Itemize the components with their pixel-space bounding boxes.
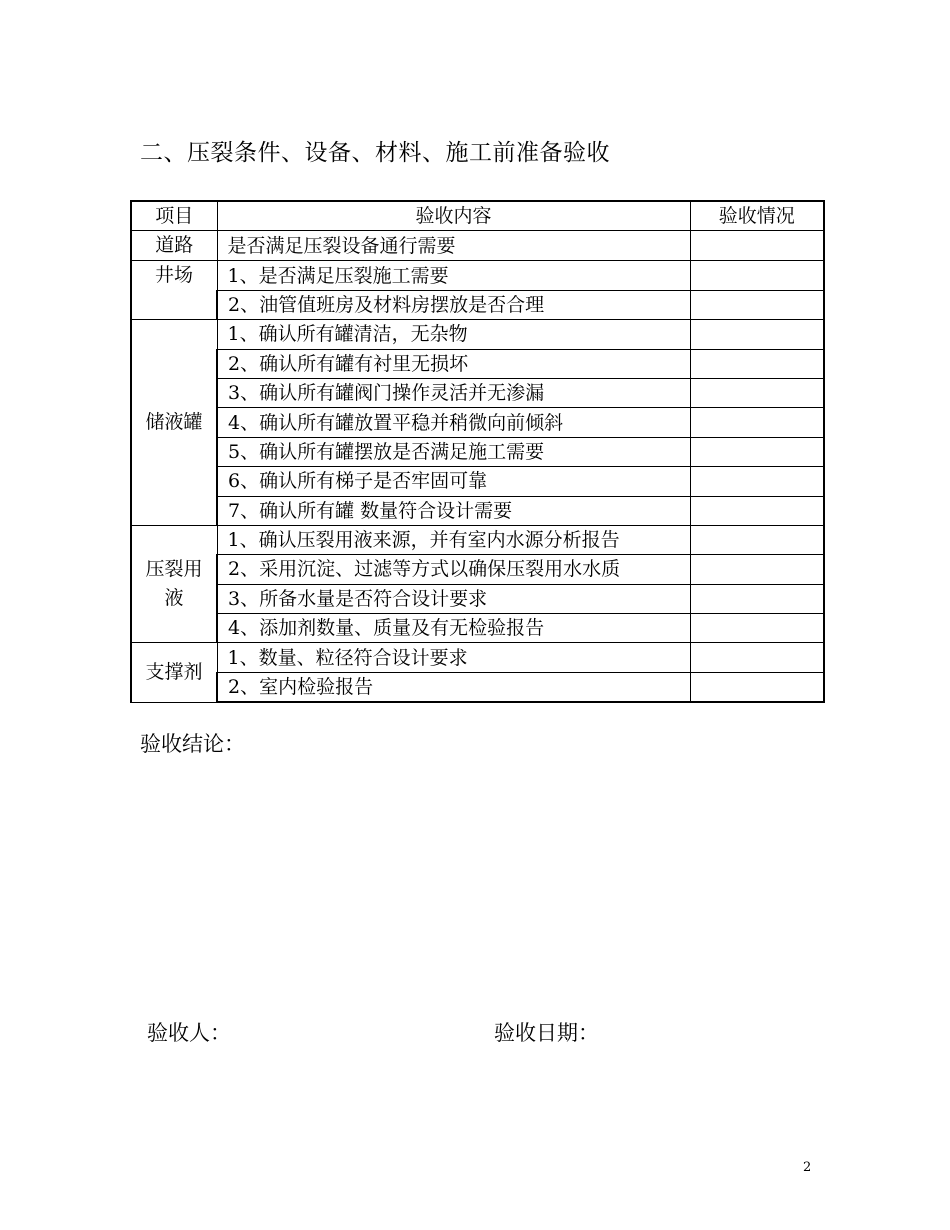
table-row — [131, 643, 824, 672]
category-storage-tanks: 储液罐 — [131, 320, 217, 526]
check-item: 1、数量、粒径符合设计要求 — [217, 643, 690, 672]
table-row — [131, 467, 824, 496]
table-row — [131, 378, 824, 407]
section-title: 二、压裂条件、设备、材料、施工前准备验收 — [140, 140, 610, 166]
status-cell[interactable] — [690, 231, 824, 261]
date-label: 验收日期： — [494, 1021, 599, 1045]
table-row — [131, 261, 824, 290]
check-item: 是否满足压裂设备通行需要 — [217, 231, 690, 261]
status-cell[interactable] — [690, 261, 824, 290]
category-proppant: 支撑剂 — [131, 643, 217, 702]
check-item: 2、油管值班房及材料房摆放是否合理 — [217, 290, 690, 319]
status-cell[interactable] — [690, 672, 824, 702]
table-row — [131, 496, 824, 525]
status-cell[interactable] — [690, 584, 824, 613]
conclusion-label: 验收结论： — [140, 732, 245, 756]
check-item: 3、所备水量是否符合设计要求 — [217, 584, 690, 613]
status-cell[interactable] — [690, 643, 824, 672]
table-row — [131, 290, 824, 319]
table-row — [131, 672, 824, 702]
table-header-row — [131, 201, 824, 231]
table-row — [131, 408, 824, 437]
table-row — [131, 349, 824, 378]
status-cell[interactable] — [690, 437, 824, 466]
check-item: 2、采用沉淀、过滤等方式以确保压裂用水水质 — [217, 555, 690, 584]
table-row — [131, 525, 824, 554]
table-row — [131, 614, 824, 643]
check-item: 2、确认所有罐有衬里无损坏 — [217, 349, 690, 378]
status-cell[interactable] — [690, 496, 824, 525]
check-item: 7、确认所有罐 数量符合设计需要 — [217, 496, 690, 525]
table-row — [131, 231, 824, 261]
status-cell[interactable] — [690, 378, 824, 407]
acceptance-table — [130, 200, 825, 703]
status-cell[interactable] — [690, 467, 824, 496]
status-cell[interactable] — [690, 555, 824, 584]
inspector-label: 验收人： — [147, 1021, 231, 1045]
check-item: 1、是否满足压裂施工需要 — [217, 261, 690, 290]
category-wellsite: 井场 — [131, 261, 217, 320]
check-item: 2、室内检验报告 — [217, 672, 690, 702]
header-item: 项目 — [131, 201, 217, 231]
status-cell[interactable] — [690, 525, 824, 554]
check-item: 3、确认所有罐阀门操作灵活并无渗漏 — [217, 378, 690, 407]
check-item: 4、确认所有罐放置平稳并稍微向前倾斜 — [217, 408, 690, 437]
status-cell[interactable] — [690, 408, 824, 437]
status-cell[interactable] — [690, 349, 824, 378]
category-road: 道路 — [131, 231, 217, 261]
check-item: 5、确认所有罐摆放是否满足施工需要 — [217, 437, 690, 466]
header-status: 验收情况 — [690, 201, 824, 231]
check-item: 6、确认所有梯子是否牢固可靠 — [217, 467, 690, 496]
status-cell[interactable] — [690, 290, 824, 319]
page-number: 2 — [803, 1160, 812, 1175]
category-fracturing-fluid: 压裂用液 — [131, 525, 217, 643]
table-row — [131, 320, 824, 349]
table-row — [131, 555, 824, 584]
table-row — [131, 437, 824, 466]
status-cell[interactable] — [690, 614, 824, 643]
check-item: 4、添加剂数量、质量及有无检验报告 — [217, 614, 690, 643]
table-row — [131, 584, 824, 613]
check-item: 1、确认所有罐清洁，无杂物 — [217, 320, 690, 349]
status-cell[interactable] — [690, 320, 824, 349]
header-content: 验收内容 — [217, 201, 690, 231]
check-item: 1、确认压裂用液来源，并有室内水源分析报告 — [217, 525, 690, 554]
